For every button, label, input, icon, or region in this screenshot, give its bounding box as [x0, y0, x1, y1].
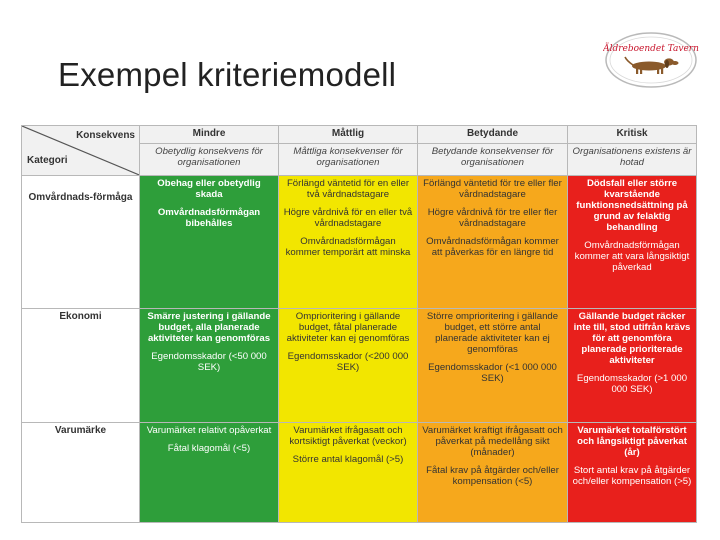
cell-text: Egendomsskador (<50 000 SEK): [151, 350, 267, 373]
cell-text: Gällande budget räcker inte till, stod utifrån krävs för att genomföra planerade prioriterade aktiviteter: [573, 310, 691, 366]
column-description: Obetydlig konsekvens för organisationen: [140, 143, 279, 175]
cell-yellow: [279, 175, 418, 308]
cell-orange: [418, 308, 568, 422]
row-label: [22, 175, 140, 308]
cell-orange: [418, 423, 568, 523]
cell-text: Större omprioritering i gällande budget, ett större antal planerade aktiviteter kan ej genomföras: [426, 310, 559, 355]
cell-text: Omprioritering i gällande budget, fåtal planerade aktiviteter kan ej genomföras: [286, 310, 410, 344]
cell-text: Högre vårdnivå för tre eller fler vårdnadstagare: [427, 206, 558, 229]
column-header-kritisk: Kritisk: [568, 126, 697, 144]
cell-text: Varumärket relativt opåverkat: [146, 425, 272, 437]
cell-red: [568, 423, 697, 523]
cell-text: Varumärket ifrågasatt och kortsiktigt påverkat (veckor): [289, 425, 407, 448]
cell-text: Smärre justering i gällande budget, alla planerade aktiviteter kan genomföras: [147, 310, 271, 344]
cell-text: Förlängd väntetid för en eller två vårdnadstagare: [286, 177, 410, 200]
company-logo: [603, 30, 699, 90]
row-label-text: Ekonomi: [59, 310, 102, 322]
criteria-matrix: [21, 125, 697, 523]
cell-text: Omvårdnadsförmågan kommer att påverkas för en längre tid: [426, 235, 559, 259]
table-row-omvardnad: [22, 175, 697, 308]
column-header-mattlig: Måttlig: [279, 126, 418, 144]
table-row-varumarke: [22, 423, 697, 523]
table-row-ekonomi: [22, 308, 697, 422]
column-description: Betydande konsekvenser för organisationen: [418, 143, 568, 175]
cell-text: Stort antal krav på åtgärder och/eller kompensation (>5): [572, 465, 692, 488]
slide-title: Exempel kriteriemodell: [58, 56, 397, 93]
corner-consequence-label: Konsekvens: [76, 130, 135, 141]
cell-text: Egendomsskador (>1 000 000 SEK): [576, 373, 688, 396]
cell-text: Dödsfall eller större kvarstående funktionsnedsättning på grund av felaktig behandling: [576, 177, 688, 233]
cell-text: Förlängd väntetid för tre eller fler vårdnadstagare: [423, 177, 562, 200]
column-header-mindre: Mindre: [140, 126, 279, 144]
column-header-betydande: Betydande: [418, 126, 568, 144]
cell-yellow: [279, 423, 418, 523]
cell-text: Omvårdnadsförmågan kommer temporärt att minska: [285, 235, 411, 259]
cell-text: Egendomsskador (<200 000 SEK): [287, 350, 409, 373]
cell-green: [140, 423, 279, 523]
cell-text: Omvårdnadsförmågan kommer att vara långsiktigt påverkad: [574, 240, 690, 274]
cell-yellow: [279, 308, 418, 422]
cell-text: Omvårdnadsförmågan bibehålles: [157, 206, 261, 229]
cell-red: [568, 175, 697, 308]
svg-text:Äldreboendet Tavern: Äldreboendet Tavern: [603, 44, 699, 54]
cell-text: Högre vårdnivå för en eller två vårdnadstagare: [283, 206, 413, 229]
corner-category-label: Kategori: [27, 155, 68, 167]
row-label: [22, 423, 140, 523]
row-label-text: Omvårdnads-förmåga: [28, 191, 133, 203]
cell-text: Varumärket totalförstört och långsiktigt påverkat (år): [577, 425, 687, 459]
column-description: Organisationens existens är hotad: [568, 143, 697, 175]
cell-text: Fåtal krav på åtgärder och/eller kompensation (<5): [426, 465, 559, 488]
column-description: Måttliga konsekvenser för organisationen: [279, 143, 418, 175]
cell-text: Fåtal klagomål (<5): [167, 443, 251, 455]
row-label-text: Varumärke: [54, 425, 107, 437]
cell-text: Större antal klagomål (>5): [292, 454, 404, 466]
cell-text: Varumärket kraftigt ifrågasatt och påverkat på medellång sikt (månader): [422, 425, 563, 459]
cell-text: Egendomsskador (<1 000 000 SEK): [428, 362, 557, 385]
corner-cell: [22, 126, 140, 176]
cell-green: [140, 175, 279, 308]
cell-green: [140, 308, 279, 422]
logo-emblem: [603, 30, 699, 90]
cell-text: Obehag eller obetydlig skada: [157, 177, 261, 200]
cell-red: [568, 308, 697, 422]
row-label: [22, 308, 140, 422]
cell-orange: [418, 175, 568, 308]
